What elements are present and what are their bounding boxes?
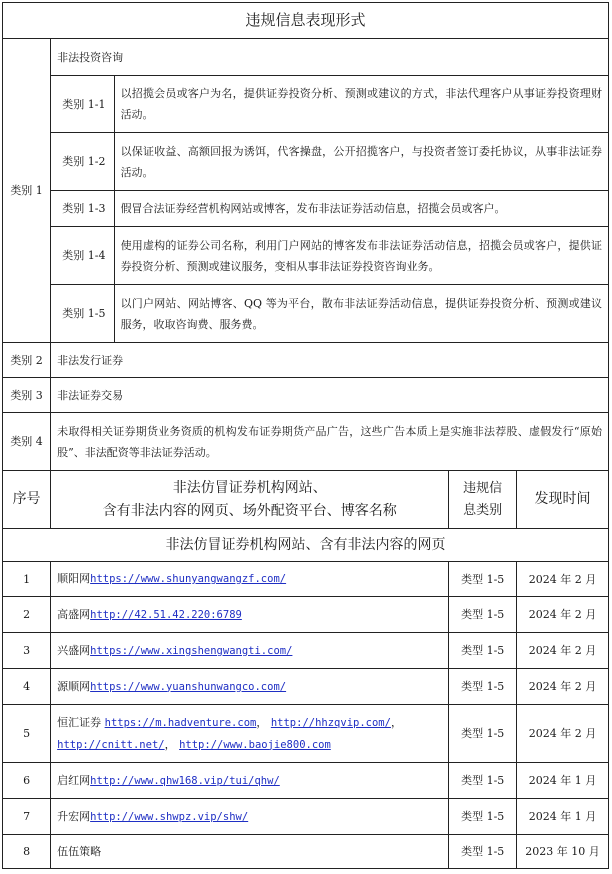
row-number: 2 (3, 597, 51, 633)
header-violation-type (449, 471, 517, 529)
subcategory-text: 以招揽会员或客户为名，提供证券投资分析、预测或建议的方式，非法代理客户从事证券投资理财活动。 (114, 76, 608, 133)
section-title: 非法仿冒证券机构网站、含有非法内容的网页 (3, 529, 609, 562)
category-2-label: 类别 2 (3, 343, 51, 378)
site-link[interactable]: http://www.baojie800.com (179, 738, 331, 751)
site-cell (51, 799, 449, 835)
subcategory-label: 类别 1-5 (51, 285, 114, 343)
category-3-text: 非法证券交易 (51, 378, 609, 413)
site-cell (51, 669, 449, 705)
site-link[interactable]: https://www.xingshengwangti.com/ (90, 644, 293, 657)
site-cell (51, 835, 449, 869)
violation-type: 类型 1-5 (449, 705, 517, 763)
found-date: 2024 年 1 月 (517, 763, 609, 799)
site-link[interactable]: http://hhzqvip.com/ (270, 716, 391, 729)
subcategory-text: 以门户网站、网站博客、QQ 等为平台，散布非法证券活动信息，提供证券投资分析、预测或建议服务，收取咨询费、服务费。 (114, 285, 608, 343)
header-site-name (51, 471, 449, 529)
subcategory-text: 以保证收益、高额回报为诱饵，代客操盘，公开招揽客户，与投资者签订委托协议，从事非法证券活动。 (114, 133, 608, 191)
site-link[interactable]: https://www.shunyangwangzf.com/ (90, 573, 287, 585)
category-4-label: 类别 4 (3, 413, 51, 471)
subcategory-label: 类别 1-4 (51, 227, 114, 285)
found-date: 2024 年 2 月 (517, 669, 609, 705)
violation-type: 类型 1-5 (449, 799, 517, 835)
site-cell (51, 597, 449, 633)
site-cell (51, 562, 449, 597)
site-name: 升宏网 (57, 809, 91, 823)
subcategory-label: 类别 1-1 (51, 76, 114, 133)
site-link[interactable]: http://42.51.42.220:6789 (90, 608, 242, 621)
site-link[interactable]: http://www.qhw168.vip/tui/qhw/ (90, 774, 280, 787)
row-number: 8 (3, 835, 51, 869)
site-cell (51, 633, 449, 669)
header-number: 序号 (3, 471, 51, 529)
header-site-line1: 非法仿冒证券机构网站、 (172, 479, 327, 496)
row-number: 4 (3, 669, 51, 705)
category-2-text: 非法发行证券 (51, 343, 609, 378)
site-name: 启红网 (57, 773, 91, 787)
site-name: 兴盛网 (57, 643, 91, 657)
site-name: 高盛网 (57, 607, 91, 621)
table-row (3, 633, 609, 669)
site-name: 顺阳网 (57, 572, 91, 585)
site-link[interactable]: https://m.hadventure.com (104, 716, 257, 729)
table-row (3, 835, 609, 869)
violation-type: 类型 1-5 (449, 763, 517, 799)
site-cell (51, 763, 449, 799)
header-type-line2: 息类别 (463, 502, 503, 518)
violation-type: 类型 1-5 (449, 597, 517, 633)
table-row (3, 669, 609, 705)
category-1-heading: 非法投资咨询 (51, 39, 609, 76)
site-link[interactable]: http://cnitt.net/ (57, 738, 165, 751)
site-link[interactable]: http://www.shwpz.vip/shw/ (90, 810, 249, 823)
site-cell: 恒汇证券 https://m.hadventure.com， http://hhzqvip.com/， http://cnitt.net/， http://www.baojie800.com (51, 705, 449, 763)
table-row (3, 562, 609, 597)
header-date: 发现时间 (517, 471, 609, 529)
table-row (3, 705, 609, 763)
found-date: 2023 年 10 月 (517, 835, 609, 869)
violation-type: 类型 1-5 (449, 562, 517, 597)
violation-type: 类型 1-5 (449, 633, 517, 669)
row-number: 1 (3, 562, 51, 597)
category-4-text: 未取得相关证券期货业务资质的机构发布证券期货产品广告，这些广告本质上是实施非法荐股、虚假发行“原始股”、非法配资等非法证券活动。 (51, 413, 609, 471)
found-date: 2024 年 2 月 (517, 633, 609, 669)
found-date: 2024 年 2 月 (517, 597, 609, 633)
table-row (3, 799, 609, 835)
site-name: 源顺网 (57, 679, 91, 693)
category-3-label: 类别 3 (3, 378, 51, 413)
header-site-line2: 含有非法内容的网页、场外配资平台、博客名称 (102, 502, 397, 519)
row-number: 5 (3, 705, 51, 763)
row-number: 7 (3, 799, 51, 835)
found-date: 2024 年 2 月 (517, 705, 609, 763)
header-type-line1: 违规信 (463, 480, 503, 496)
violation-type: 类型 1-5 (449, 835, 517, 869)
violation-type: 类型 1-5 (449, 669, 517, 705)
table-title: 违规信息表现形式 (3, 3, 609, 39)
subcategory-text: 假冒合法证券经营机构网站或博客，发布非法证券活动信息，招揽会员或客户。 (114, 191, 608, 227)
row-number: 3 (3, 633, 51, 669)
found-date: 2024 年 1 月 (517, 799, 609, 835)
subcategory-label: 类别 1-2 (51, 133, 114, 191)
table-row (3, 597, 609, 633)
table-row (3, 763, 609, 799)
violation-table (2, 2, 609, 869)
category-1-label: 类别 1 (3, 39, 51, 343)
site-name: 恒汇证券 (57, 715, 102, 729)
site-link[interactable]: https://www.yuanshunwangco.com/ (90, 680, 287, 693)
subcategory-text: 使用虚构的证券公司名称，利用门户网站的博客发布非法证券活动信息，招揽会员或客户，提供证券投资分析、预测或建议服务，变相从事非法证券投资咨询业务。 (114, 227, 608, 285)
site-name: 伍伍策略 (57, 844, 102, 858)
found-date: 2024 年 2 月 (517, 562, 609, 597)
row-number: 6 (3, 763, 51, 799)
subcategory-label: 类别 1-3 (51, 191, 114, 227)
